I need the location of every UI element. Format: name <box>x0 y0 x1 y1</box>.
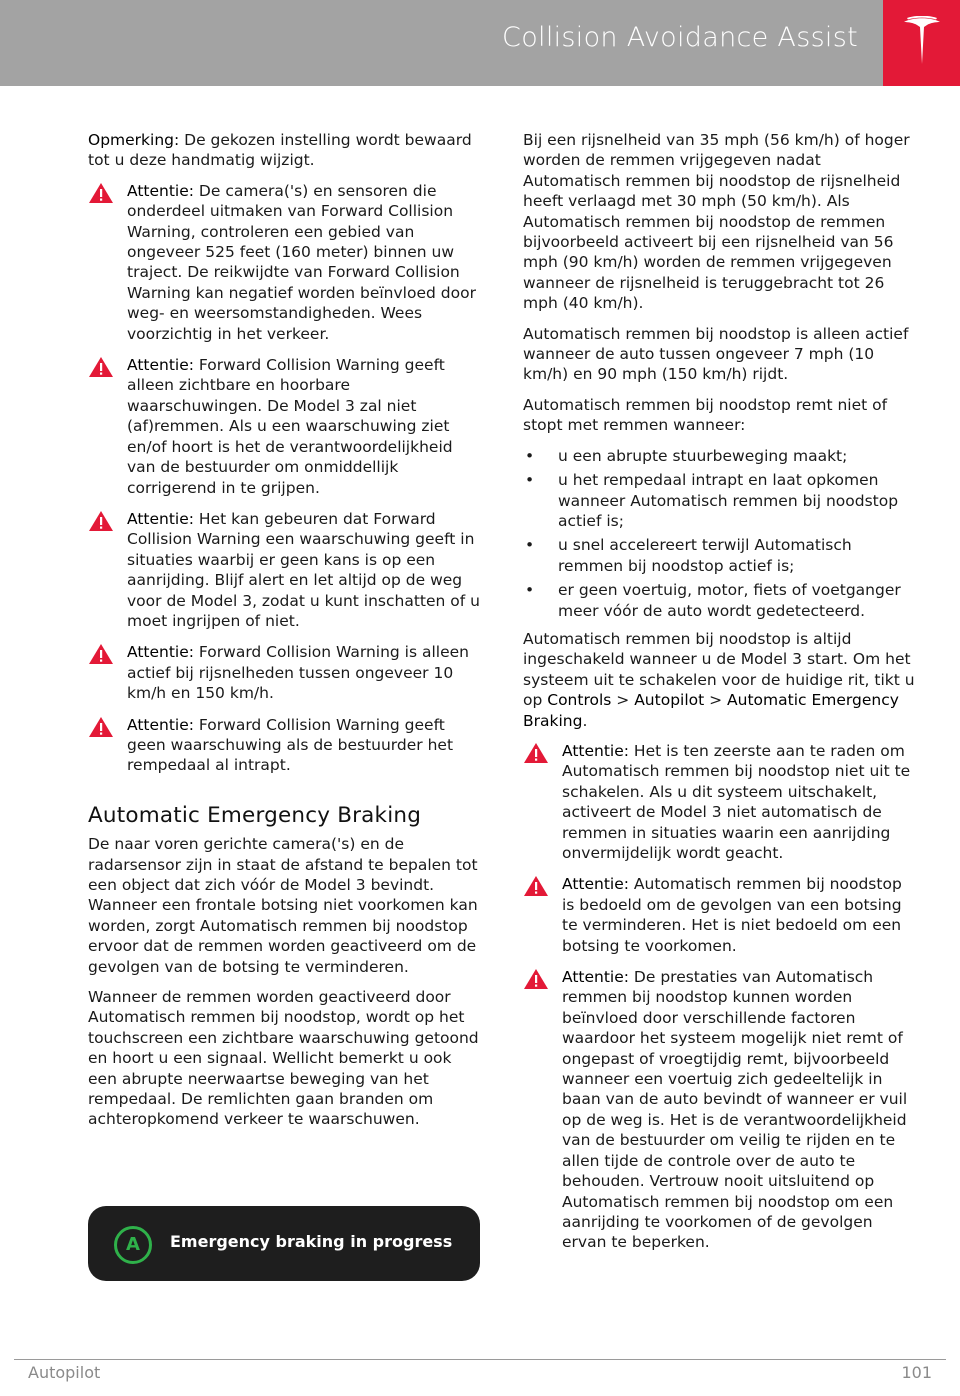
warning-icon <box>88 182 114 204</box>
warning-text: Forward Collision Warning geeft geen waarschuwing als de bestuurder het rempedaal al intrapt. <box>127 715 454 775</box>
warning-text: Forward Collision Warning geeft alleen zichtbare en hoorbare waarschuwingen. De Model 3 zal niet (af)remmen. Als u een waarschuwing ziet en/of hoort is het de verantwoordelijkheid van de bestuurder om onmiddellijk corrigerend in te grijpen. <box>127 356 453 497</box>
warning-text: Het is ten zeerste aan te raden om Automatisch remmen bij noodstop niet uit te schakelen. Als u dit systeem uitschakelt, activeert de Model 3 niet automatisch de remmen in situaties waarin een aanrijding onvermijdelijk wordt geacht. <box>562 741 911 862</box>
page-header <box>0 0 960 86</box>
warning-label: Attentie: <box>127 181 194 200</box>
body-paragraph: De naar voren gerichte camera('s) en de radarsensor zijn in staat de afstand te bepalen tot een object dat zich vóór de Model 3 bevindt. Wanneer een frontale botsing niet voorkomen kan worden, zorgt Automatisch remmen bij noodstop ervoor dat de remmen worden geactiveerd om de gevolgen van de botsing te verminderen. <box>88 835 478 976</box>
warning-text: Forward Collision Warning is alleen actief bij rijsnelheden tussen ongeveer 10 km/h en 150 km/h. <box>127 643 469 703</box>
warning-label: Attentie: <box>127 715 194 734</box>
warning-block <box>88 355 484 498</box>
warning-block <box>88 642 484 703</box>
banner-text: Emergency braking in progress <box>170 1232 453 1251</box>
brand-logo <box>883 0 960 86</box>
body-paragraph: Bij een rijsnelheid van 35 mph (56 km/h) of hoger worden de remmen vrijgegeven nadat Automatisch remmen bij noodstop de rijsnelheid heeft verlaagd met 30 mph (50 km/h). Als Automatisch remmen bij noodstop de remmen bijvoorbeeld activeert bij een rijsnelheid van 56 mph (90 km/h) worden de remmen vrijgegeven wanneer de rijsnelheid is teruggebracht tot 26 mph (40 km/h). <box>523 131 910 313</box>
emergency-braking-banner <box>88 1206 480 1281</box>
warning-icon <box>523 875 549 897</box>
warning-block <box>523 967 915 1253</box>
body-paragraph: Automatisch remmen bij noodstop remt niet of stopt met remmen wanneer: <box>523 395 888 435</box>
warning-icon <box>88 716 114 738</box>
note-label: Opmerking: <box>88 131 180 149</box>
warning-block <box>523 741 915 863</box>
tesla-logo-icon <box>902 16 942 68</box>
list-item: • u het rempedaal intrapt en laat opkomen wanneer Automatisch remmen bij noodstop actief is; <box>523 470 915 531</box>
warning-label: Attentie: <box>127 643 194 662</box>
path-autopilot: Autopilot <box>634 691 705 710</box>
note-paragraph <box>88 130 484 171</box>
path-intro: Automatisch remmen bij noodstop is altijd ingeschakeld wanneer u de Model 3 start. Om het systeem uit te schakelen voor de huidige rit, tikt u op <box>523 629 915 710</box>
body-paragraph: Wanneer de remmen worden geactiveerd door Automatisch remmen bij noodstop, wordt op het touchscreen een zichtbare waarschuwing getoond en hoort u een signaal. Wellicht bemerkt u ook een abrupte neerwaartse beweging van het rempedaal. De remlichten gaan branden om achteropkomend verkeer te waarschuwen. <box>88 988 479 1129</box>
note-text: De gekozen instelling wordt bewaard tot u deze handmatig wijzigt. <box>88 131 472 170</box>
warning-icon <box>88 643 114 665</box>
warning-label: Attentie: <box>127 356 194 375</box>
condition-list <box>523 446 915 621</box>
warning-block <box>88 181 484 344</box>
page-number: 101 <box>901 1363 932 1382</box>
list-item: • u een abrupte stuurbeweging maakt; <box>523 446 915 466</box>
left-column <box>88 130 484 1140</box>
path-end: . <box>582 711 588 730</box>
warning-icon <box>88 510 114 532</box>
warning-block <box>88 715 484 776</box>
autopilot-a-icon: A <box>114 1226 152 1264</box>
warning-text: De prestaties van Automatisch remmen bij noodstop kunnen worden beïnvloed door verschillende factoren waardoor het systeem mogelijk niet remt of ongepast of vroegtijdig remt, bijvoorbeeld wanneer een voertuig zich gedeeltelijk in baan van de auto bevindt of wanneer er vuil op de weg is. Het is de verantwoordelijkheid van de bestuurder om veilig te rijden en te allen tijde de controle over de auto te behouden. Vertrouw nooit uitsluitend op Automatisch remmen bij noodstop om een aanrijding te voorkomen of de gevolgen ervan te beperken. <box>562 968 908 1252</box>
warning-label: Attentie: <box>562 741 629 760</box>
path-separator: > <box>611 691 635 710</box>
warning-icon <box>523 968 549 990</box>
warning-icon <box>523 742 549 764</box>
body-paragraph <box>523 629 915 731</box>
warning-block <box>88 509 484 631</box>
list-item: • er geen voertuig, motor, fiets of voetganger meer vóór de auto wordt gedetecteerd. <box>523 580 915 621</box>
warning-label: Attentie: <box>127 509 194 528</box>
list-item: • u snel accelereert terwijl Automatisch remmen bij noodstop actief is; <box>523 535 915 576</box>
footer-section: Autopilot <box>28 1363 101 1382</box>
warning-text: Het kan gebeuren dat Forward Collision Warning een waarschuwing geeft in situaties waarbij er geen kans is op een aanrijding. Blijf alert en let altijd op de weg voor de Model 3, zodat u kunt inschatten of u moet ingrijpen of niet. <box>127 509 480 630</box>
warning-text: De camera('s) en sensoren die onderdeel uitmaken van Forward Collision Warning, controleren een gebied van ongeveer 525 feet (160 meter) binnen uw traject. De reikwijdte van Forward Collision Warning kan negatief worden beïnvloed door weg- en weersomstandigheden. Wees voorzichtig in het verkeer. <box>127 181 476 343</box>
warning-block <box>523 874 915 956</box>
warning-label: Attentie: <box>562 875 629 894</box>
warning-icon <box>88 356 114 378</box>
right-column <box>523 130 915 1264</box>
body-paragraph: Automatisch remmen bij noodstop is alleen actief wanneer de auto tussen ongeveer 7 mph (10 km/h) en 90 mph (150 km/h) rijdt. <box>523 324 909 384</box>
path-controls: Controls <box>547 691 612 710</box>
section-heading: Automatic Emergency Braking <box>88 802 422 828</box>
warning-label: Attentie: <box>562 968 629 987</box>
path-separator: > <box>704 691 728 710</box>
page-title: Collision Avoidance Assist <box>502 22 858 53</box>
warning-text: Automatisch remmen bij noodstop is bedoeld om de gevolgen van een botsing te verminderen. Het is niet bedoeld om een botsing te voorkomen. <box>562 875 902 955</box>
path-aeb: Automatic Emergency Braking <box>523 691 899 730</box>
footer-divider <box>14 1359 946 1360</box>
